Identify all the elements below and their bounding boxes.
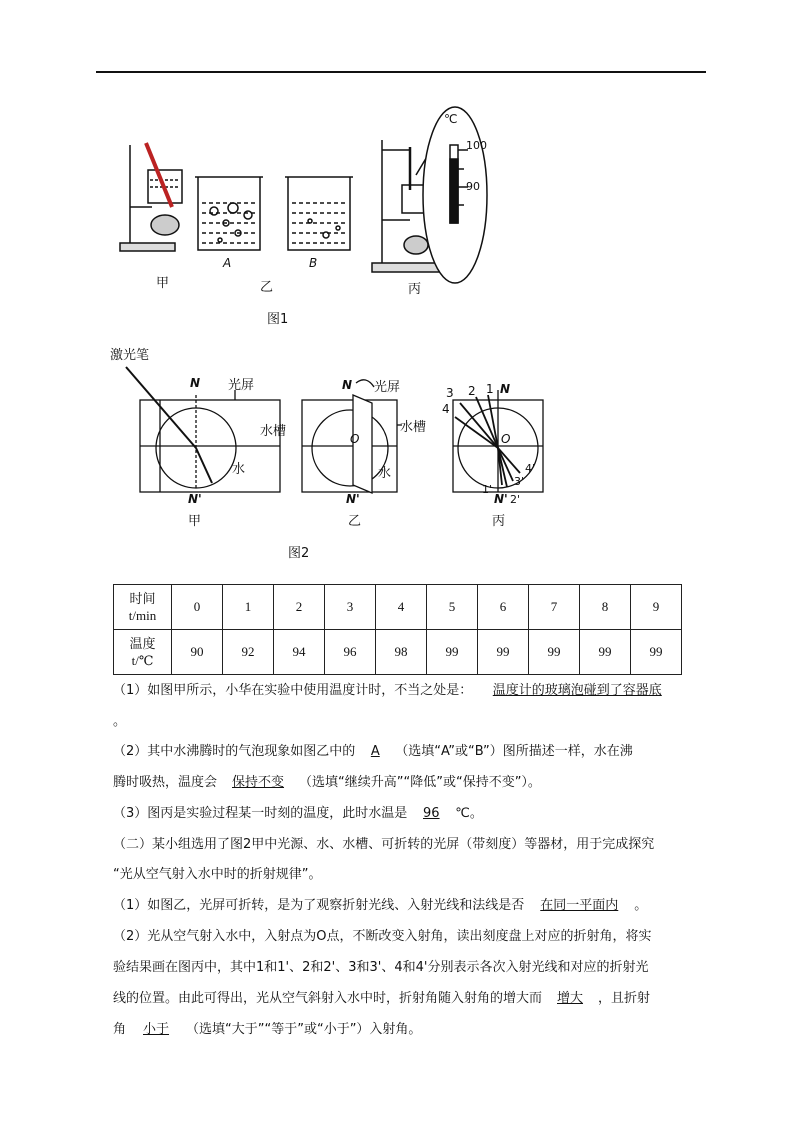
table-cell: 9: [631, 585, 682, 630]
p2q2-line3: 线的位置。由此可得出，光从空气斜射入水中时，折射角随入射角的增大而 增大 ，且折射: [113, 991, 651, 1006]
label-laser: 激光笔: [110, 348, 150, 363]
label-n-bing: N: [500, 382, 511, 396]
beaker-a: [195, 177, 263, 250]
label-ray-3p: 3': [514, 475, 525, 488]
table-cell: 0: [172, 585, 223, 630]
q2-line1: （2）其中水沸腾时的气泡现象如图乙中的 A （选填“A”或“B”）图所描述一样，水在沸: [113, 744, 633, 759]
figure-1: [110, 95, 490, 305]
p2q2-line2: 验结果画在图丙中，其中1和1'、2和2'、3和3'、4和4'分别表示各次入射光线和对应的折射光: [113, 960, 649, 975]
stand-bing: [372, 107, 487, 283]
table-cell: 99: [631, 630, 682, 675]
part2-line1: （二）某小组选用了图2甲中光源、水、水槽、可折转的光屏（带刻度）等器材，用于完成探究: [113, 837, 655, 852]
table-cell: 94: [274, 630, 325, 675]
table-cell: 92: [223, 630, 274, 675]
table-row-time: [114, 585, 682, 630]
label-a: A: [223, 256, 232, 270]
label-nprime-jia: N': [188, 492, 202, 506]
data-table: [113, 584, 682, 675]
figure-2-caption: 图2: [288, 546, 310, 561]
label-ray-4p: 4': [525, 462, 536, 475]
stand-jia: [120, 143, 182, 251]
q2-answer-2: 保持不变: [232, 775, 285, 790]
label-n-jia: N: [190, 376, 201, 390]
table-cell: 2: [274, 585, 325, 630]
label-yi-2: 乙: [348, 514, 362, 529]
label-ray-2: 2: [468, 384, 476, 398]
table-cell: 5: [427, 585, 478, 630]
table-cell: 99: [427, 630, 478, 675]
table-row-temp: [114, 630, 682, 675]
label-b: B: [309, 256, 318, 270]
label-nprime-bing: N': [494, 492, 508, 506]
table-cell: 99: [529, 630, 580, 675]
q1-end: 。: [113, 714, 127, 729]
q3-answer: 96: [423, 806, 440, 821]
label-o-yi: O: [350, 432, 360, 446]
table-cell: 99: [580, 630, 631, 675]
setup-jia: [126, 367, 280, 492]
label-jia: 甲: [156, 276, 170, 291]
q1-line: （1）如图甲所示，小华在实验中使用温度计时，不当之处是： 温度计的玻璃泡碰到了容器底: [113, 682, 682, 700]
label-ray-2p: 2': [510, 493, 521, 506]
header-rule: [96, 71, 706, 73]
label-screen-yi: 光屏: [374, 380, 401, 395]
label-n-yi: N: [342, 378, 353, 392]
label-jia-2: 甲: [188, 514, 202, 529]
part2-line2: “光从空气射入水中时的折射规律”。: [113, 867, 322, 882]
table-cell: 1: [223, 585, 274, 630]
header-temp: 温度 t/℃: [114, 630, 172, 675]
q1-answer: 温度计的玻璃泡碰到了容器底: [492, 683, 662, 698]
label-bing: 丙: [408, 282, 422, 297]
header-time: 时间 t/min: [114, 585, 172, 630]
p2q2-line1: （2）光从空气射入水中，入射点为O点，不断改变入射角，读出刻度盘上对应的折射角，将实: [113, 929, 652, 944]
q3-line: （3）图丙是实验过程某一时刻的温度，此时水温是 96 ℃。: [113, 806, 483, 821]
label-ray-4: 4: [442, 402, 450, 416]
q2-line2: 腾时吸热，温度会 保持不变 （选填“继续升高”“降低”或“保持不变”）。: [113, 775, 541, 790]
label-water-yi: 水: [378, 466, 392, 481]
label-tank-yi: 水槽: [400, 420, 427, 435]
thermo-unit: ℃: [444, 112, 458, 126]
q2-answer-1: A: [370, 744, 380, 759]
label-nprime-yi: N': [346, 492, 360, 506]
figure-2: [110, 345, 560, 530]
label-screen-jia: 光屏: [228, 378, 255, 393]
thermo-90: 90: [466, 180, 480, 193]
label-ray-1: 1: [486, 382, 494, 396]
p2q2-answer-2: 小于: [143, 1022, 170, 1037]
figure-1-caption: 图1: [267, 312, 289, 327]
label-ray-3: 3: [446, 386, 454, 400]
p2q1-answer: 在同一平面内: [540, 898, 619, 913]
thermo-100: 100: [466, 139, 487, 152]
table-cell: 8: [580, 585, 631, 630]
table-cell: 7: [529, 585, 580, 630]
label-bing-2: 丙: [492, 514, 506, 529]
p2q2-line4: 角 小于 （选填“大于”“等于”或“小于”）入射角。: [113, 1022, 422, 1037]
label-o-bing: O: [501, 432, 511, 446]
label-ray-1p: 1': [482, 483, 493, 496]
table-cell: 90: [172, 630, 223, 675]
p2q1-line: （1）如图乙，光屏可折转，是为了观察折射光线、入射光线和法线是否 在同一平面内 。: [113, 898, 648, 913]
table-cell: 3: [325, 585, 376, 630]
label-tank-jia: 水槽: [260, 424, 287, 439]
table-cell: 99: [478, 630, 529, 675]
table-cell: 6: [478, 585, 529, 630]
label-water-jia: 水: [232, 462, 246, 477]
table-cell: 96: [325, 630, 376, 675]
label-yi: 乙: [260, 280, 274, 295]
table-cell: 4: [376, 585, 427, 630]
beaker-b: [285, 177, 353, 250]
p2q2-answer-1: 增大: [557, 991, 584, 1006]
table-cell: 98: [376, 630, 427, 675]
setup-bing: [453, 390, 543, 492]
